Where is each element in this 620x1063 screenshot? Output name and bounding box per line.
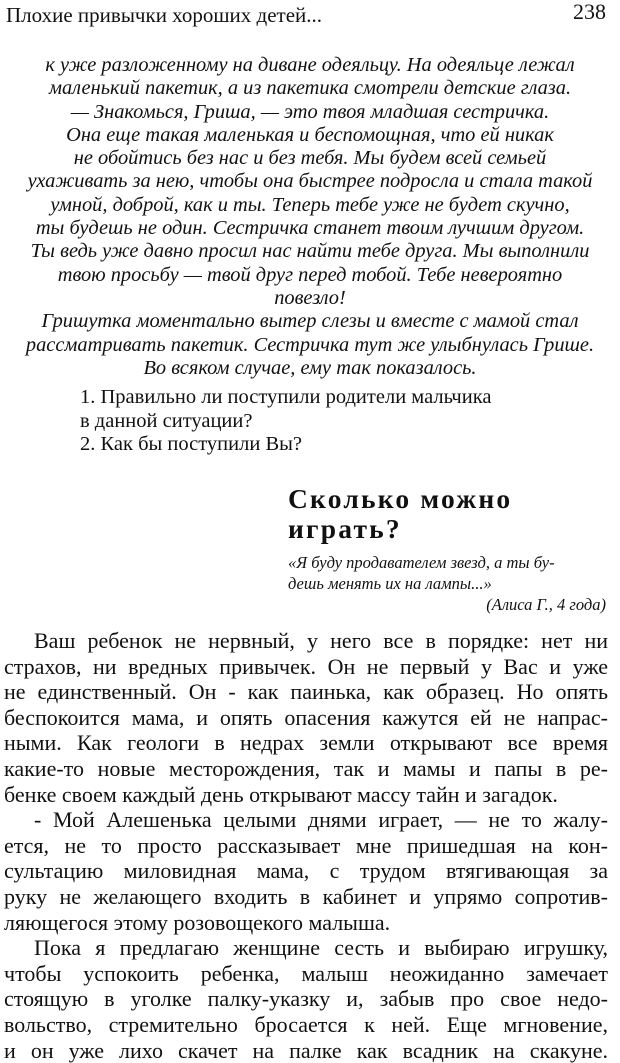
story-line: к уже разложенному на диване одеяльцу. На одеяльце лежал: [0, 54, 620, 77]
story-line: умной, доброй, как и ты. Теперь тебе уже не будет скучно,: [0, 194, 620, 217]
chapter-title-line: Сколько можно: [288, 484, 512, 514]
body-line: сультацию миловидная мама, с трудом втягивающая за: [4, 858, 608, 884]
body-line: бенке своем каждый день открывают массу тайн и загадок.: [4, 782, 608, 808]
story-excerpt: [0, 54, 620, 380]
body-line: стоящую в уголке палку-указку и, забыв про свое недо-: [4, 986, 608, 1012]
page-number: 238: [573, 0, 606, 24]
body-line: - Мой Алешенька целыми днями играет, — не то жалу-: [4, 807, 608, 833]
running-header-title: Плохие привычки хороших детей...: [6, 2, 322, 28]
question-item: 1. Правильно ли поступили родители мальчика: [80, 386, 600, 410]
story-line: — Знакомься, Гриша, — это твоя младшая сестричка.: [0, 101, 620, 124]
body-line: и он уже лихо скачет на палке как всадник на скакуне.: [4, 1038, 608, 1063]
story-line: Гришутка моментально вытер слезы и вместе с мамой стал: [0, 310, 620, 333]
body-line: Ваш ребенок не нервный, у него все в порядке: нет ни: [4, 628, 608, 654]
story-line: Ты ведь уже давно просил нас найти тебе друга. Мы выполнили: [0, 240, 620, 263]
body-line: не единственный. Он - как паинька, как образец. Но опять: [4, 679, 608, 705]
chapter-body-text: [4, 628, 608, 1063]
body-line: какие-то новые месторождения, так и мамы и папы в ре-: [4, 756, 608, 782]
body-line: страхов, ни вредных привычек. Он не первый у Вас и уже: [4, 654, 608, 680]
epigraph-quote-line: дешь менять их на лампы...»: [288, 573, 608, 594]
body-line: ется, не то просто рассказывает мне пришедшая на кон-: [4, 833, 608, 859]
body-line: руку не желающего входить в кабинет и упрямо сопротив-: [4, 884, 608, 910]
story-line: ухаживать за нею, чтобы она быстрее подросла и стала такой: [0, 170, 620, 193]
story-line: Она еще такая маленькая и беспомощная, что ей никак: [0, 124, 620, 147]
body-line: беспокоится мама, и опять опасения кажутся ей не напрас-: [4, 705, 608, 731]
epigraph-attribution: (Алиса Г., 4 года): [288, 594, 608, 615]
discussion-questions: [80, 386, 600, 457]
body-line: ными. Как геологи в недрах земли открывают все время: [4, 730, 608, 756]
question-item: 2. Как бы поступили Вы?: [80, 433, 600, 457]
body-line: вольство, стремительно бросается к ней. Еще мгновение,: [4, 1012, 608, 1038]
epigraph: [288, 552, 608, 615]
question-item-continuation: в данной ситуации?: [80, 410, 600, 434]
epigraph-quote-line: «Я буду продавателем звезд, а ты бу-: [288, 552, 608, 573]
body-line: ляющегося этому розовощекого малыша.: [4, 910, 608, 936]
body-line: чтобы успокоить ребенка, малыш неожиданно замечает: [4, 961, 608, 987]
chapter-title-line: играть?: [288, 514, 512, 544]
story-line: Во всяком случае, ему так показалось.: [0, 357, 620, 380]
chapter-title: [288, 484, 512, 544]
story-line: ты будешь не один. Сестричка станет твоим лучшим другом.: [0, 217, 620, 240]
story-line: не обойтись без нас и без тебя. Мы будем всей семьей: [0, 147, 620, 170]
story-line: маленький пакетик, а из пакетика смотрели детские глаза.: [0, 77, 620, 100]
story-line: твою просьбу — твой друг перед тобой. Тебе невероятно: [0, 264, 620, 287]
body-line: Пока я предлагаю женщине сесть и выбираю игрушку,: [4, 935, 608, 961]
story-line: рассматривать пакетик. Сестричка тут же улыбнулась Грише.: [0, 334, 620, 357]
story-line: повезло!: [0, 287, 620, 310]
